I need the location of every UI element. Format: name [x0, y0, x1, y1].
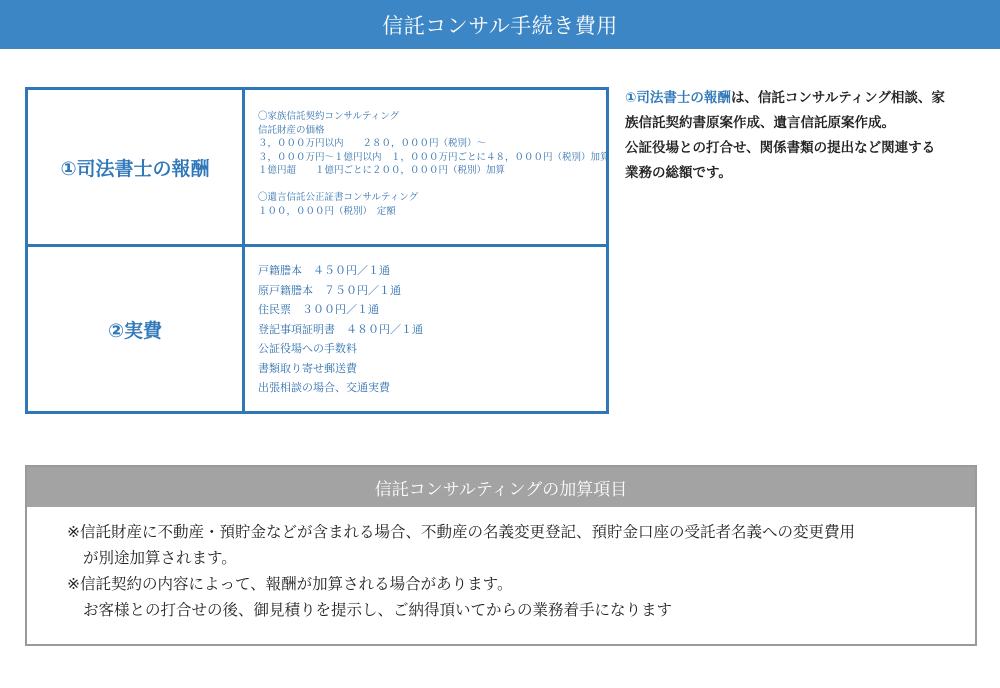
fee-detail-line: 〇遺言信託公正証書コンサルティング: [258, 191, 419, 203]
fee-description-text: は、信託コンサルティング相談、家: [730, 90, 945, 106]
fee-description-line: 業務の総額です。: [625, 165, 732, 181]
fee-detail-line: １００，０００円（税別） 定額: [258, 205, 396, 217]
addition-note-continuation: が別途加算されます。: [83, 549, 237, 567]
fee-table: [25, 87, 609, 414]
fee-row-details: [245, 247, 606, 411]
fee-detail-line: 戸籍謄本 ４５０円／１通: [258, 264, 390, 277]
page-title: 信託コンサル手続き費用: [382, 13, 618, 38]
fee-description-highlight: ①司法書士の報酬: [625, 90, 731, 106]
fee-detail-line: 住民票 ３００円／１通: [258, 303, 379, 316]
fee-description-line: [625, 86, 985, 111]
fee-detail-line: 信託財産の価格: [258, 124, 325, 136]
fee-row-label: ①司法書士の報酬: [28, 90, 245, 244]
fee-detail-line: 出張相談の場合、交通実費: [258, 381, 390, 394]
fee-detail-line: 公証役場への手数料: [258, 342, 357, 355]
fee-description: [625, 86, 985, 186]
addition-items-title: 信託コンサルティングの加算項目: [374, 479, 628, 500]
addition-items-box: [25, 465, 977, 646]
addition-items-header: [27, 467, 975, 507]
fee-detail-line: 登記事項証明書 ４８０円／１通: [258, 322, 423, 336]
fee-detail-line: ３，０００万円以内 ２８０，０００円（税別）～: [258, 138, 487, 150]
addition-note: ※信託契約の内容によって、報酬が加算される場合があります。: [67, 575, 513, 593]
fee-row-judicial-scrivener: [28, 90, 610, 247]
fee-row-details: [245, 90, 610, 244]
page-title-bar: [0, 0, 1000, 49]
fee-row-actual-expenses: [28, 247, 606, 411]
fee-description-line: 公証役場との打合せ、関係書類の提出など関連する: [625, 140, 936, 156]
fee-detail-line: 書類取り寄せ郵送費: [258, 361, 357, 375]
fee-detail-line: 〇家族信託契約コンサルティング: [258, 111, 400, 122]
fee-row-label: ②実費: [28, 247, 245, 411]
addition-note: ※信託財産に不動産・預貯金などが含まれる場合、不動産の名義変更登記、預貯金口座の受託者名義への変更費用: [67, 523, 855, 541]
addition-note-continuation: お客様との打合せの後、御見積りを提示し、ご納得頂いてからの業務着手になります: [83, 601, 673, 619]
spacer: [258, 178, 606, 191]
addition-items-body: [27, 507, 975, 623]
fee-detail-line: １億円超 １億円ごとに２００，０００円（税別）加算: [258, 165, 506, 177]
fee-detail-line: 原戸籍謄本 ７５０円／１通: [258, 283, 401, 297]
fee-detail-line: ３，０００万円～１億円以内 １，０００万円ごとに４８，０００円（税別）加算: [258, 151, 610, 163]
fee-description-line: 族信託契約書原案作成、遺言信託原案作成。: [625, 115, 895, 131]
